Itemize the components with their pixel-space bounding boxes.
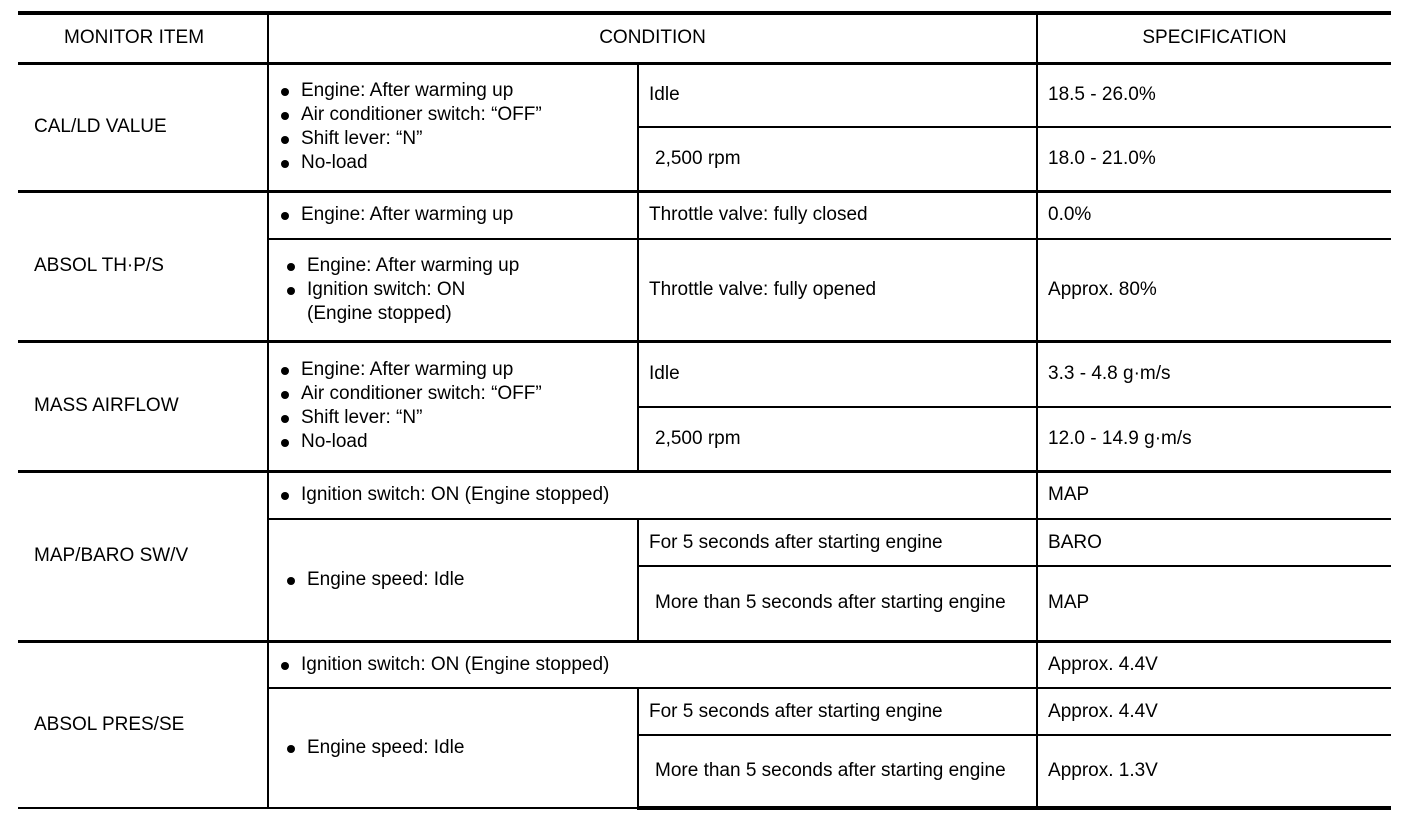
sub-condition: 2,500 rpm <box>638 127 1037 191</box>
sub-condition: Throttle valve: fully opened <box>638 239 1037 341</box>
condition-item: Engine: After warming up <box>279 203 627 227</box>
monitor-item: ABSOL PRES/SE <box>18 641 268 808</box>
table-row <box>18 191 1391 239</box>
condition-item: Air conditioner switch: “OFF” <box>279 103 627 127</box>
condition-item: Shift lever: “N” <box>279 406 627 430</box>
sub-condition: More than 5 seconds after starting engine <box>638 735 1037 808</box>
header-specification: SPECIFICATION <box>1037 13 1391 63</box>
condition-item: Shift lever: “N” <box>279 127 627 151</box>
sub-condition: More than 5 seconds after starting engine <box>638 566 1037 641</box>
header-row <box>18 13 1391 63</box>
condition-item: Engine speed: Idle <box>285 736 627 760</box>
condition-list <box>268 191 638 239</box>
sub-condition: 2,500 rpm <box>638 407 1037 471</box>
monitor-item: CAL/LD VALUE <box>18 63 268 191</box>
condition-item: Engine speed: Idle <box>285 568 627 592</box>
condition-item: Air conditioner switch: “OFF” <box>279 382 627 406</box>
condition-item: Engine: After warming up <box>279 79 627 103</box>
table-row <box>18 641 1391 688</box>
specification: Approx. 80% <box>1037 239 1391 341</box>
condition-list <box>268 519 638 641</box>
specification: 18.5 - 26.0% <box>1037 63 1391 127</box>
header-monitor-item: MONITOR ITEM <box>18 13 268 63</box>
specification: Approx. 1.3V <box>1037 735 1391 808</box>
specification: 18.0 - 21.0% <box>1037 127 1391 191</box>
specification: Approx. 4.4V <box>1037 688 1391 735</box>
specification: MAP <box>1037 566 1391 641</box>
condition-list <box>268 341 638 471</box>
header-condition: CONDITION <box>268 13 1037 63</box>
specification: MAP <box>1037 471 1391 519</box>
condition-item: No-load <box>279 430 627 454</box>
specification: BARO <box>1037 519 1391 566</box>
specification: Approx. 4.4V <box>1037 641 1391 688</box>
table-row <box>18 341 1391 407</box>
monitor-item: ABSOL TH·P/S <box>18 191 268 341</box>
condition-item: Ignition switch: ON <box>285 278 627 302</box>
condition-list <box>268 688 638 808</box>
sub-condition: Throttle valve: fully closed <box>638 191 1037 239</box>
specification: 0.0% <box>1037 191 1391 239</box>
sub-condition: For 5 seconds after starting engine <box>638 688 1037 735</box>
table-row <box>18 63 1391 127</box>
sub-condition: Idle <box>638 341 1037 407</box>
condition-item: No-load <box>279 151 627 175</box>
monitor-spec-table <box>18 11 1391 810</box>
condition-item: Ignition switch: ON (Engine stopped) <box>279 653 1026 677</box>
monitor-item: MASS AIRFLOW <box>18 341 268 471</box>
condition-item: Engine: After warming up <box>279 358 627 382</box>
sub-condition: Idle <box>638 63 1037 127</box>
monitor-item: MAP/BARO SW/V <box>18 471 268 641</box>
condition-item: Engine: After warming up <box>285 254 627 278</box>
condition-item: (Engine stopped) <box>307 302 452 324</box>
specification: 12.0 - 14.9 g·m/s <box>1037 407 1391 471</box>
condition-list <box>268 471 1037 519</box>
table-row <box>18 471 1391 519</box>
sub-condition: For 5 seconds after starting engine <box>638 519 1037 566</box>
specification: 3.3 - 4.8 g·m/s <box>1037 341 1391 407</box>
condition-item: Ignition switch: ON (Engine stopped) <box>279 483 1026 507</box>
condition-list <box>268 641 1037 688</box>
condition-list <box>268 239 638 341</box>
condition-list <box>268 63 638 191</box>
